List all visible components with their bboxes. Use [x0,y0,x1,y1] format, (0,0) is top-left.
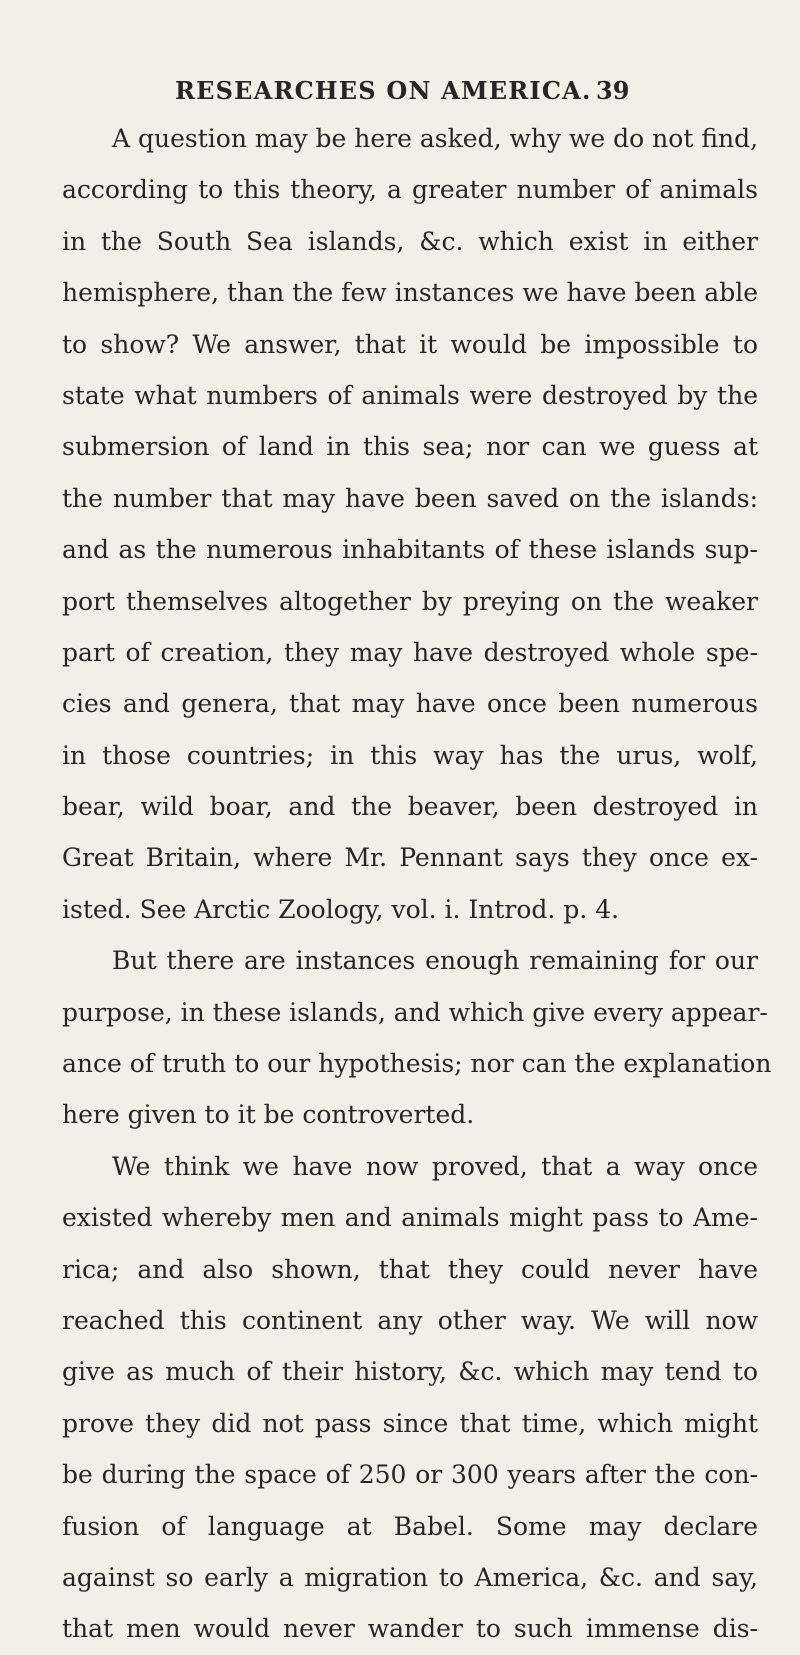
text-line: hemisphere, than the few instances we have been able [62,278,758,308]
text-line: reached this continent any other way. We will now [62,1305,758,1335]
text-line: A question may be here asked, why we do not find, [112,124,759,153]
text-line: ance of truth to our hypothesis; nor can the explanation [62,1049,772,1079]
text-line: give as much of their history, &c. which may tend to [62,1357,758,1387]
text-line: submersion of land in this sea; nor can we guess at [62,432,758,462]
text-line: purpose, in these islands, and which give every appear- [62,997,768,1027]
text-line: isted. See Arctic Zoology, vol. i. Introd. p. 4. [62,894,620,924]
text-line: rica; and also shown, that they could never have [62,1254,758,1284]
text-line: and as the numerous inhabitants of these islands sup- [62,535,758,565]
text-line: according to this theory, a greater number of animals [62,175,758,205]
text-line: part of creation, they may have destroyed whole spe- [62,637,758,667]
text-line: Great Britain, where Mr. Pennant says they once ex- [62,843,758,873]
text-line: state what numbers of animals were destroyed by the [62,380,758,410]
text-line: to show? We answer, that it would be impossible to [62,329,758,359]
running-title: RESEARCHES ON AMERICA. [175,76,592,105]
text-line: cies and genera, that may have once been numerous [62,689,758,719]
text-line: that men would never wander to such immense dis- [62,1614,758,1644]
text-line: bear, wild boar, and the beaver, been destroyed in [62,792,758,822]
text-line: existed whereby men and animals might pass to Ame- [62,1203,758,1233]
text-line: against so early a migration to America, &c. and say, [62,1562,758,1592]
text-line: the number that may have been saved on the islands: [62,483,758,513]
text-line: prove they did not pass since that time, which might [62,1408,758,1438]
text-line: here given to it be controverted. [62,1100,475,1130]
text-line: port themselves altogether by preying on the weaker [62,586,758,616]
page-number: 39 [596,76,630,105]
text-line: But there are instances enough remaining for our [112,946,758,976]
text-line: be during the space of 250 or 300 years after the con- [62,1460,758,1490]
body-text [62,113,772,1655]
text-line: fusion of language at Babel. Some may declare [62,1511,758,1541]
text-line: We think we have now proved, that a way once [112,1151,758,1181]
running-head [0,76,800,116]
text-line: in the South Sea islands, &c. which exist in either [62,226,758,256]
text-line: in those countries; in this way has the urus, wolf, [62,740,758,770]
